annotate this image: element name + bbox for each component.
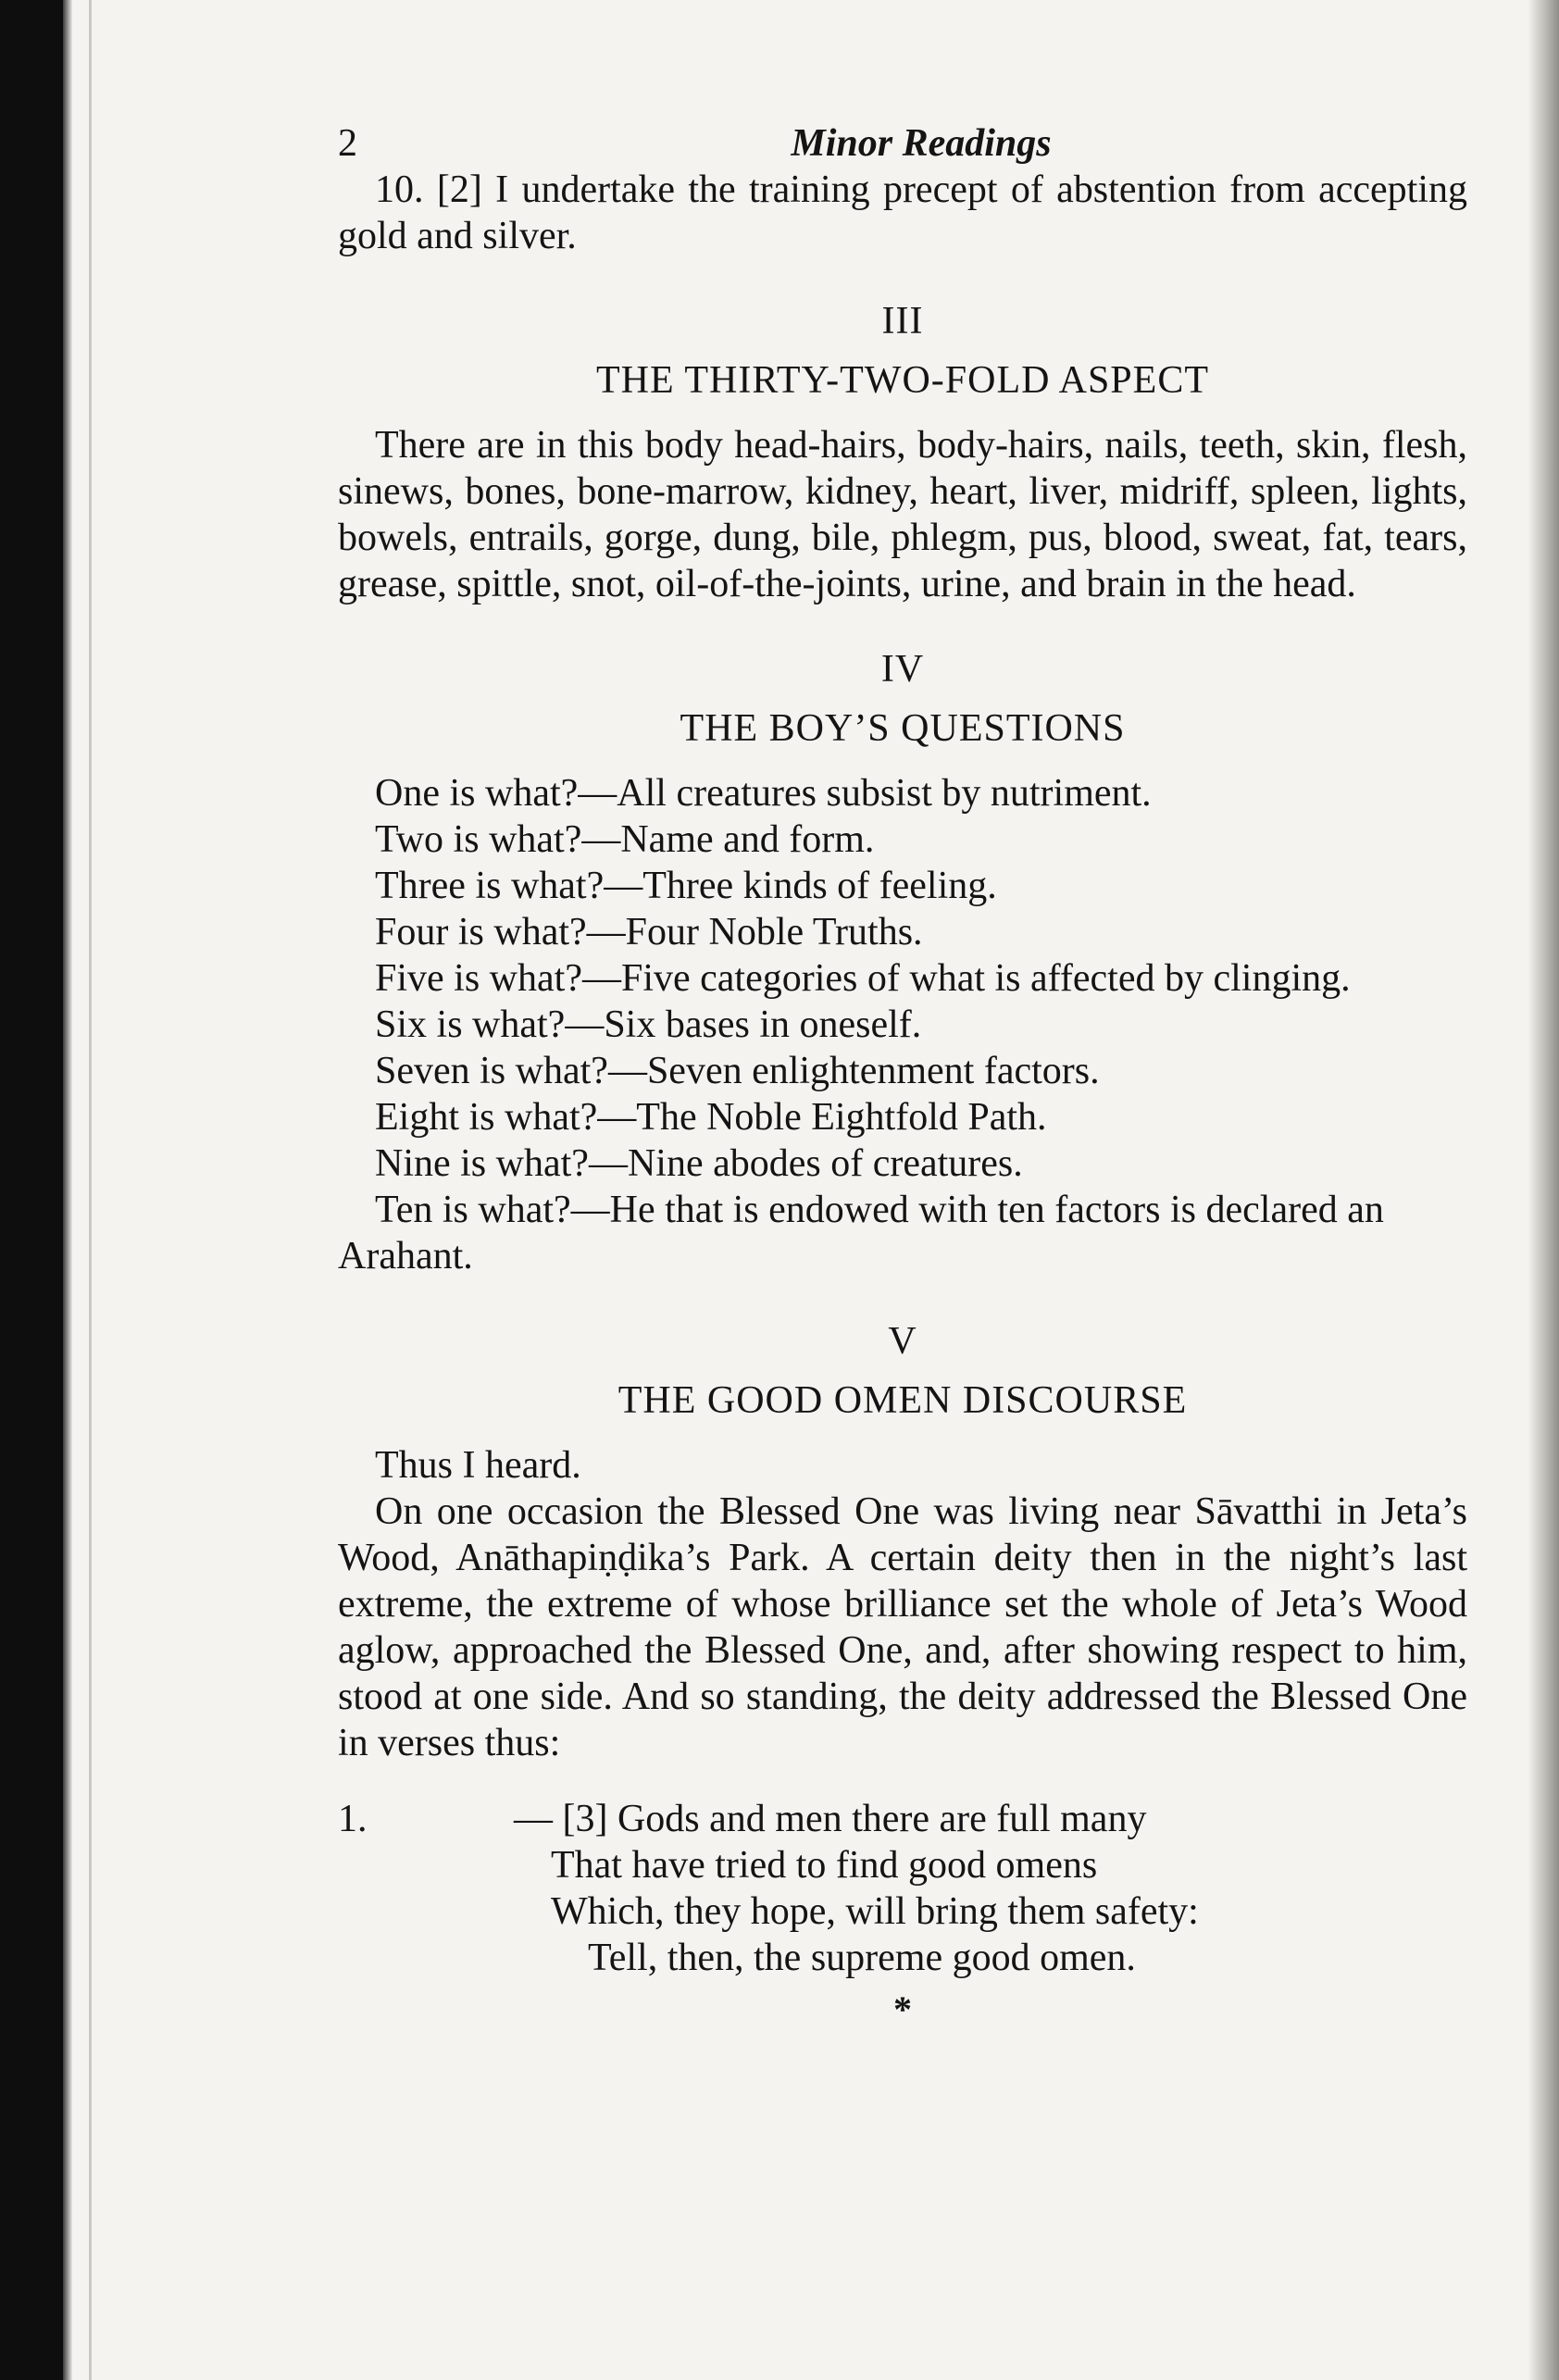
section-title-5: THE GOOD OMEN DISCOURSE [617,1379,1188,1422]
question-item: Four is what?—Four Noble Truths. [375,911,923,953]
section-title-4: THE BOY’S QUESTIONS [680,707,1126,750]
question-item: Seven is what?—Seven enlightenment factors. [375,1050,1100,1092]
question-item: Ten is what?—He that is endowed with ten factors is declared an Arahant. [338,1189,1384,1277]
verse-block [338,1796,1467,1981]
questions-list [338,770,1467,1279]
body-parts-paragraph: There are in this body head-hairs, body-hairs, nails, teeth, skin, flesh, sinews, bones, bone-marrow, kidney, heart, liver, midriff, spleen, lights, bowels, entrails, gorge, dung, bile, phlegm, pus, blood, sweat, fat, tears, grease, spittle, snot, oil-of-the-joints, urine, and brain in the head. [338,424,1467,605]
page-header [338,111,1467,167]
question-item: Five is what?—Five categories of what is affected by clinging. [375,957,1351,1000]
question-item: Three is what?—Three kinds of feeling. [375,865,997,907]
page-number: 2 [338,122,357,165]
section-numeral-4: IV [880,648,925,691]
running-title: Minor Readings [791,122,1052,165]
verse-line: Tell, then, the supreme good omen. [588,1937,1136,1979]
verse-line: — [3] Gods and men there are full many [514,1798,1147,1840]
narrative-paragraph: On one occasion the Blessed One was living near Sāvatthi in Jeta’s Wood, Anāthapiṇḍika’s Park. A certain deity then in the night’s last extreme, the extreme of whose brilliance set the whole of Jeta’s Wood aglow, approached the Blessed One, and, after showing respect to him, stood at one side. And so standing, the deity addressed the Blessed One in verses thus: [338,1490,1467,1764]
verse-line: That have tried to find good omens [551,1844,1098,1887]
book-spine-shadow [0,0,63,2380]
question-item: Two is what?—Name and form. [375,818,875,861]
page-content [338,111,1467,2033]
section-numeral-5: V [888,1320,917,1363]
question-item: Eight is what?—The Noble Eightfold Path. [375,1096,1047,1139]
question-item: One is what?—All creatures subsist by nutriment. [375,772,1152,815]
question-item: Six is what?—Six bases in oneself. [375,1003,922,1046]
asterisk-mark: * [893,1988,912,2030]
section-numeral-3: III [881,300,924,343]
verse-line: Which, they hope, will bring them safety: [551,1890,1199,1933]
verse-lines [514,1796,1467,1981]
right-page-shadow [1528,0,1559,2380]
opening-line: Thus I heard. [375,1444,581,1487]
page-edge-line [89,0,92,2380]
question-item: Nine is what?—Nine abodes of creatures. [375,1142,1023,1185]
spine-gradient [63,0,72,2380]
verse-number: 1. [338,1798,368,1840]
precept-paragraph: 10. [2] I undertake the training precept of abstention from accepting gold and silver. [338,168,1467,257]
section-title-3: THE THIRTY-TWO-FOLD ASPECT [595,359,1209,402]
